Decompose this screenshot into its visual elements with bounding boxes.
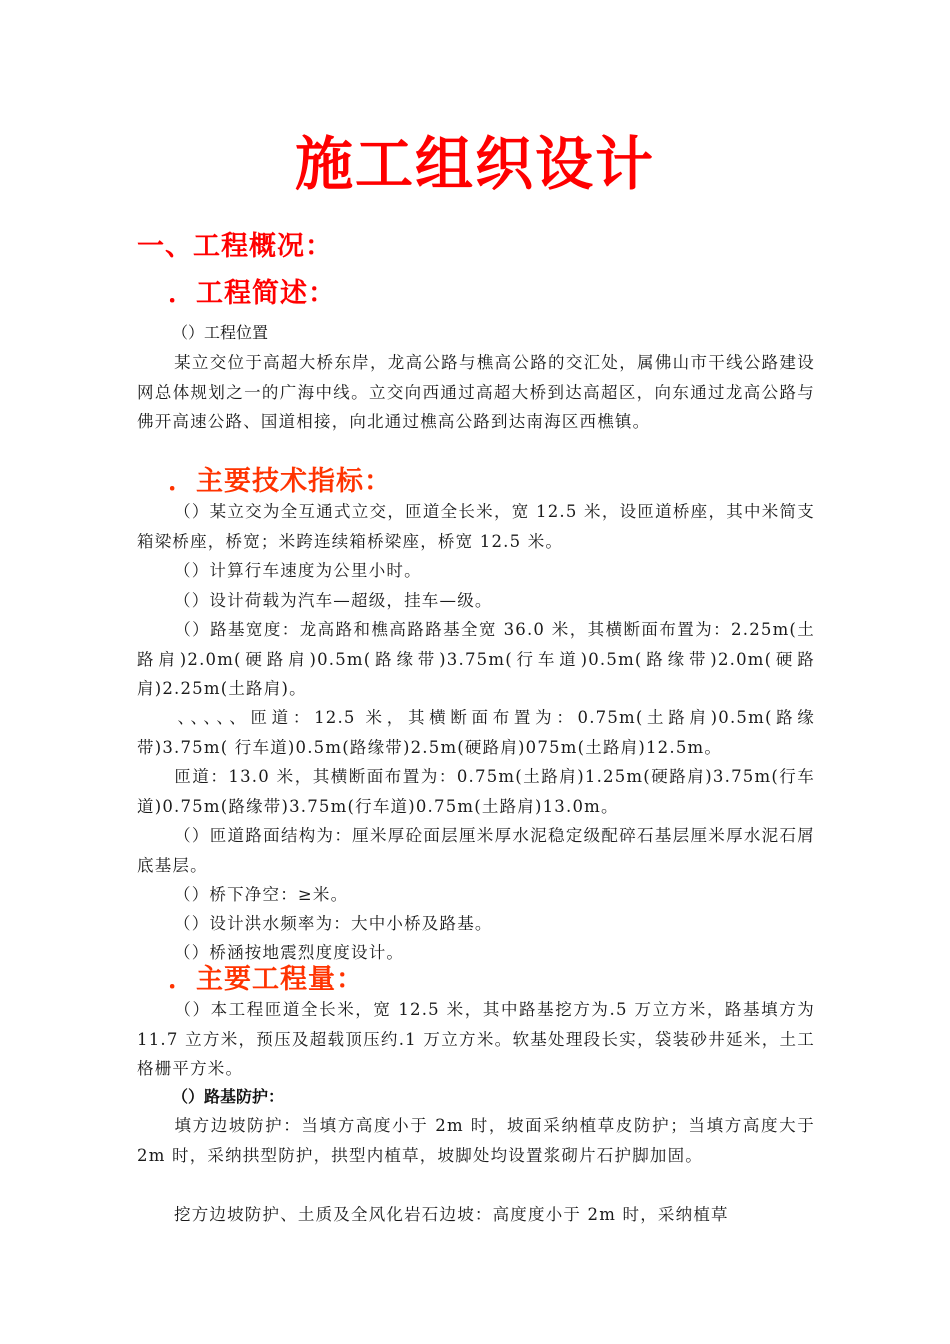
subheading-location: （）工程位置 [172,323,269,342]
section-heading-overview: 一、工程概况： [137,231,333,262]
tech-item-1: （）某立交为全互通式立交，匝道全长米，宽 12.5 米，设匝道桥座，其中米简支箱梁桥座，桥宽；米跨连续箱桥梁座，桥宽 12.5 米。 [137,502,815,551]
paragraph-quantities: （）本工程匝道全长米，宽 12.5 米，其中路基挖方为.5 万立方米，路基填方为 11.7 立方米，预压及超载顶压约.1 万立方米。软基处理段长实，袋装砂井延米，土工格栅平方米。 [137,1000,815,1078]
section-heading-tech-indicators: ．主要技术指标： [168,466,392,497]
paragraph-cut-protection: 挖方边坡防护、土质及全风化岩石边坡：高度度小于 2m 时，采纳植草 [174,1205,729,1224]
tech-item-8: （）桥下净空：≥米。 [174,885,349,904]
document-title: 施工组织设计 [294,130,655,198]
paragraph-fill-protection: 填方边坡防护：当填方高度小于 2m 时，坡面采纳植草皮防护；当填方高度大于 2m 时，采纳拱型防护，拱型内植草，坡脚处均设置浆砌片石护脚加固。 [137,1116,815,1165]
tech-item-10: （）桥涵按地震烈度度设计。 [174,943,405,962]
tech-item-9: （）设计洪水频率为：大中小桥及路基。 [174,914,493,933]
section-heading-description: ．工程简述： [168,278,336,309]
tech-item-5: 、、、、、匝道：12.5 米，其横断面布置为：0.75m(土路肩)0.5m(路缘带)3.75m( 行车道)0.5m(路缘带)2.5m(硬路肩)075m(土路肩)12.5m。 [137,708,815,757]
section-heading-quantities: ．主要工程量： [168,964,364,995]
tech-item-6: 匝道：13.0 米，其横断面布置为：0.75m(土路肩)1.25m(硬路肩)3.75m(行车道)0.75m(路缘带)3.75m(行车道)0.75m(土路肩)13.0m。 [137,767,815,816]
tech-item-4: （）路基宽度：龙高路和樵高路路基全宽 36.0 米，其横断面布置为：2.25m(土路肩)2.0m(硬路肩)0.5m(路缘带)3.75m(行车道)0.5m(路缘带)2.0m(硬路肩)2.25m(土路肩)。 [137,620,815,698]
paragraph-location: 某立交位于高超大桥东岸，龙高公路与樵高公路的交汇处，属佛山市干线公路建设网总体规划之一的广海中线。立交向西通过高超大桥到达高超区，向东通过龙高公路与佛开高速公路、国道相接，向北通过樵高公路到达南海区西樵镇。 [137,353,815,431]
subheading-protection: （）路基防护： [172,1087,285,1106]
tech-item-7: （）匝道路面结构为：厘米厚砼面层厘米厚水泥稳定级配碎石基层厘米厚水泥石屑底基层。 [137,826,815,875]
tech-item-3: （）设计荷载为汽车—超级，挂车—级。 [174,591,493,610]
tech-item-2: （）计算行车速度为公里小时。 [174,561,422,580]
